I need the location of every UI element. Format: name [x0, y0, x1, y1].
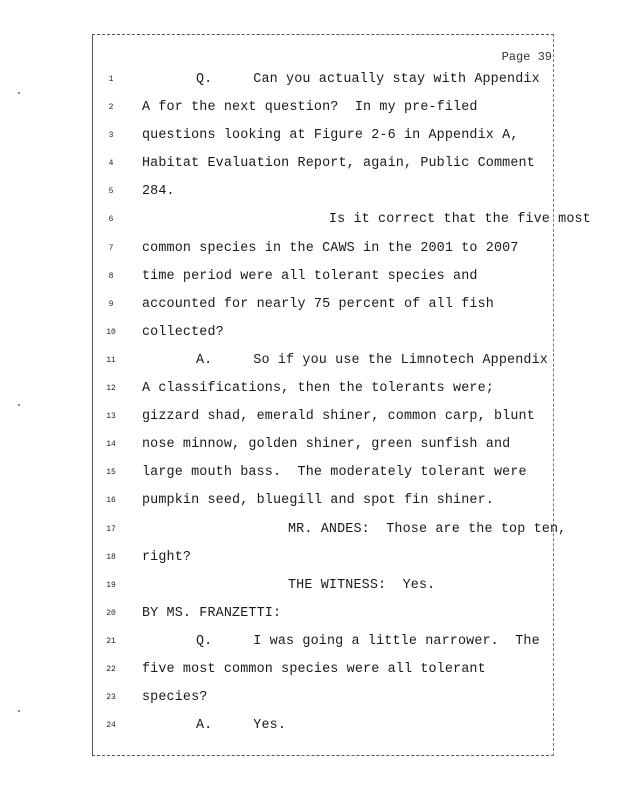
- transcript-line: [92, 572, 554, 600]
- line-number: 2: [108, 103, 114, 113]
- line-number: 19: [106, 580, 116, 590]
- transcript-line: [92, 600, 554, 628]
- line-text: pumpkin seed, bluegill and spot fin shiner.: [142, 493, 494, 509]
- line-number: 8: [108, 271, 114, 281]
- line-text: A for the next question? In my pre-filed: [142, 100, 478, 116]
- transcript-line: [92, 403, 554, 431]
- transcript-line: [92, 656, 554, 684]
- line-number: 16: [106, 496, 116, 506]
- line-text: THE WITNESS: Yes.: [288, 577, 436, 593]
- line-text: questions looking at Figure 2-6 in Appendix A,: [142, 128, 519, 144]
- transcript-line: [92, 684, 554, 712]
- line-text: Q. Can you actually stay with Appendix: [196, 72, 540, 87]
- transcript-line: [92, 263, 554, 291]
- transcript-line: [92, 94, 554, 122]
- transcript-line: [92, 487, 554, 515]
- line-number: 23: [106, 693, 116, 703]
- line-number: 12: [106, 384, 116, 394]
- line-number: 9: [108, 299, 114, 309]
- transcript-line: [92, 712, 554, 740]
- line-number: 7: [108, 243, 114, 253]
- transcript-line: [92, 347, 554, 375]
- line-number: 1: [108, 75, 114, 84]
- line-number: 13: [106, 412, 116, 422]
- line-text: BY MS. FRANZETTI:: [142, 605, 282, 621]
- transcript-line: [92, 319, 554, 347]
- line-number: 3: [108, 131, 114, 141]
- line-number: 22: [106, 664, 116, 674]
- line-number: 18: [106, 552, 116, 562]
- line-text: MR. ANDES: Those are the top ten,: [288, 521, 567, 537]
- line-text: large mouth bass. The moderately tolerant were: [142, 465, 527, 481]
- line-text: 284.: [142, 184, 175, 200]
- line-text: A. Yes.: [196, 718, 287, 734]
- line-number: 17: [106, 524, 116, 534]
- transcript-line: [92, 628, 554, 656]
- line-number: 15: [106, 468, 116, 478]
- transcript-line: [92, 459, 554, 487]
- margin-mark: [18, 404, 20, 406]
- line-number: 10: [106, 327, 116, 337]
- transcript-line: [92, 544, 554, 572]
- line-number: 11: [106, 355, 116, 365]
- line-text: A classifications, then the tolerants were;: [142, 381, 494, 397]
- transcript-line: [92, 150, 554, 178]
- margin-mark: [18, 92, 20, 94]
- transcript-line: [92, 375, 554, 403]
- line-text: A. So if you use the Limnotech Appendix: [196, 352, 548, 368]
- line-text: right?: [142, 549, 192, 565]
- line-number: 5: [108, 187, 114, 197]
- line-text: species?: [142, 690, 208, 706]
- transcript-line: [92, 178, 554, 206]
- line-number: 6: [108, 215, 114, 225]
- line-text: nose minnow, golden shiner, green sunfish and: [142, 437, 511, 453]
- line-text: common species in the CAWS in the 2001 to 2007: [142, 240, 519, 256]
- transcript-line: [92, 235, 554, 263]
- line-text: accounted for nearly 75 percent of all fish: [142, 296, 494, 312]
- line-text: collected?: [142, 324, 224, 340]
- transcript-line: [92, 206, 591, 234]
- page-number: Page 39: [501, 50, 552, 64]
- transcript-line: [92, 66, 554, 94]
- line-number: 24: [106, 721, 116, 731]
- line-number: 14: [106, 440, 116, 450]
- line-number: 4: [108, 159, 114, 169]
- line-text: gizzard shad, emerald shiner, common carp, blunt: [142, 409, 535, 425]
- transcript-lines: [92, 66, 591, 740]
- line-text: time period were all tolerant species and: [142, 268, 478, 284]
- transcript-line: [92, 291, 554, 319]
- line-text: Habitat Evaluation Report, again, Public Comment: [142, 156, 535, 172]
- line-text: Q. I was going a little narrower. The: [196, 633, 540, 649]
- line-text: Is it correct that the five most: [288, 212, 591, 228]
- transcript-line: [92, 122, 554, 150]
- transcript-line: [92, 431, 554, 459]
- line-number: 21: [106, 636, 116, 646]
- margin-mark: [18, 710, 20, 712]
- transcript-line: [92, 516, 567, 544]
- line-text: five most common species were all tolerant: [142, 661, 486, 677]
- line-number: 20: [106, 608, 116, 618]
